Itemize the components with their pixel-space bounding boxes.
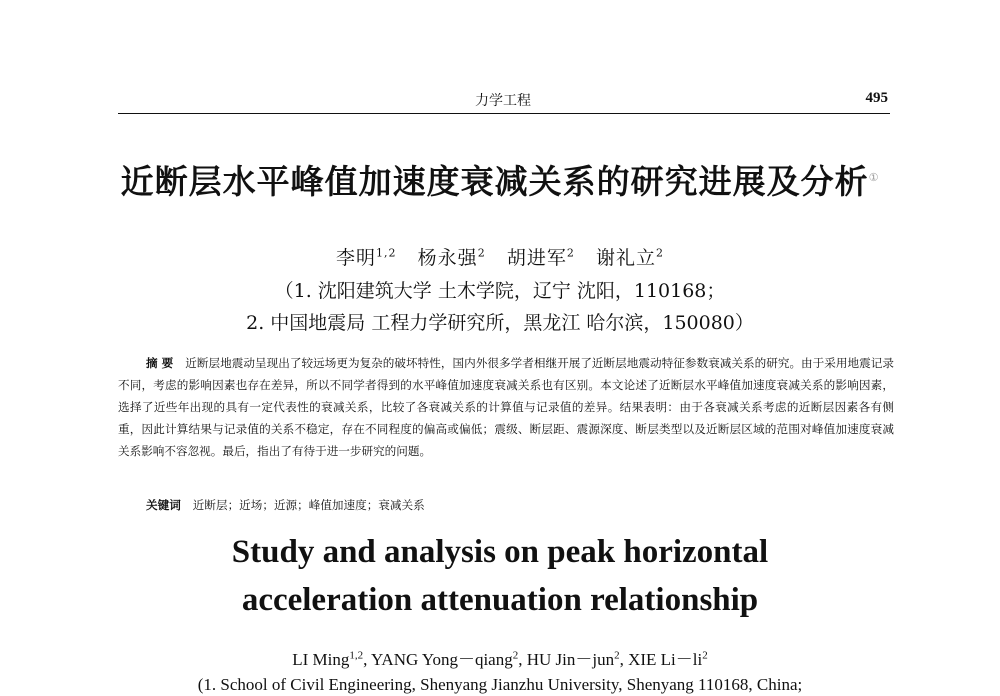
author-name: 李明 xyxy=(336,247,377,269)
author-list-cn xyxy=(0,243,1000,270)
author-name: YANG Yong－qiang xyxy=(371,650,513,669)
title-footnote-mark: ① xyxy=(868,171,880,184)
keywords-cn xyxy=(146,497,425,513)
running-header xyxy=(118,88,888,110)
author-affiliation-mark: 2 xyxy=(702,649,708,662)
abstract-cn xyxy=(118,352,894,462)
author-name: 胡进军 xyxy=(506,247,567,269)
author-name: XIE Li－li xyxy=(628,650,703,669)
author-affiliation-mark: 1,2 xyxy=(376,246,397,260)
author-affiliation-mark: 2 xyxy=(512,649,519,662)
author-name: 谢礼立 xyxy=(595,247,656,269)
author-name: HU Jin－jun xyxy=(526,650,615,669)
author-affiliation-mark: 1,2 xyxy=(349,649,364,662)
author-affiliation-mark: 2 xyxy=(614,649,620,662)
affiliation-cn-line: （1. 沈阳建筑大学 土木学院，辽宁 沈阳，110168； xyxy=(274,280,726,302)
paper-title-en-line: acceleration attenuation relationship xyxy=(241,582,759,618)
author-name: 杨永强 xyxy=(417,247,478,269)
keywords-text: 近断层；近场；近源；峰值加速度；衰减关系 xyxy=(192,498,425,512)
abstract-label: 摘 要 xyxy=(146,356,174,370)
author-name: LI Ming xyxy=(292,650,350,669)
author-affiliation-mark: 2 xyxy=(477,246,486,260)
keywords-label: 关键词 xyxy=(146,498,181,512)
affiliation-cn-line: 2. 中国地震局 工程力学研究所，黑龙江 哈尔滨，150080） xyxy=(246,312,754,334)
author-affiliation-mark: 2 xyxy=(655,246,664,260)
paper-title-en-line: Study and analysis on peak horizontal xyxy=(231,534,769,570)
journal-name: 力学工程 xyxy=(475,93,531,109)
page-number: 495 xyxy=(865,90,888,106)
affiliation-en-line: (1. School of Civil Engineering, Shenyang Jianzhu University, Shenyang 110168, China; xyxy=(197,675,803,694)
abstract-text: 近断层地震动呈现出了较远场更为复杂的破坏特性，国内外很多学者相继开展了近断层地震动特征参数衰减关系的研究。由于采用地震记录不同，考虑的影响因素也存在差异，所以不同学者得到的水平峰值加速度衰减关系也有区别。本文论述了近断层水平峰值加速度衰减关系的影响因素，选择了近些年出现的具有一定代表性的衰减关系，比较了各衰减关系的计算值与记录值的差异。结果表明：由于各衰减关系考虑的近断层因素各有侧重，因此计算结果与记录值的关系不稳定，存在不同程度的偏高或偏低；震级、断层距、震源深度、断层类型以及近断层区域的范围对峰值加速度衰减关系影响不容忽视。最后，指出了有待于进一步研究的问题。 xyxy=(118,356,894,458)
header-rule xyxy=(118,113,890,114)
author-list-en: LI Ming$^{1,2}$, YANG Yong－qiang$^2$, HU Jin－jun$^2$, XIE $Li-li^2$ xyxy=(292,649,708,669)
paper-title-cn-text: 近断层水平峰值加速度衰减关系的研究进展及分析 xyxy=(120,162,869,201)
author-affiliation-mark: 2 xyxy=(566,246,575,260)
paper-title-cn xyxy=(0,156,1000,203)
